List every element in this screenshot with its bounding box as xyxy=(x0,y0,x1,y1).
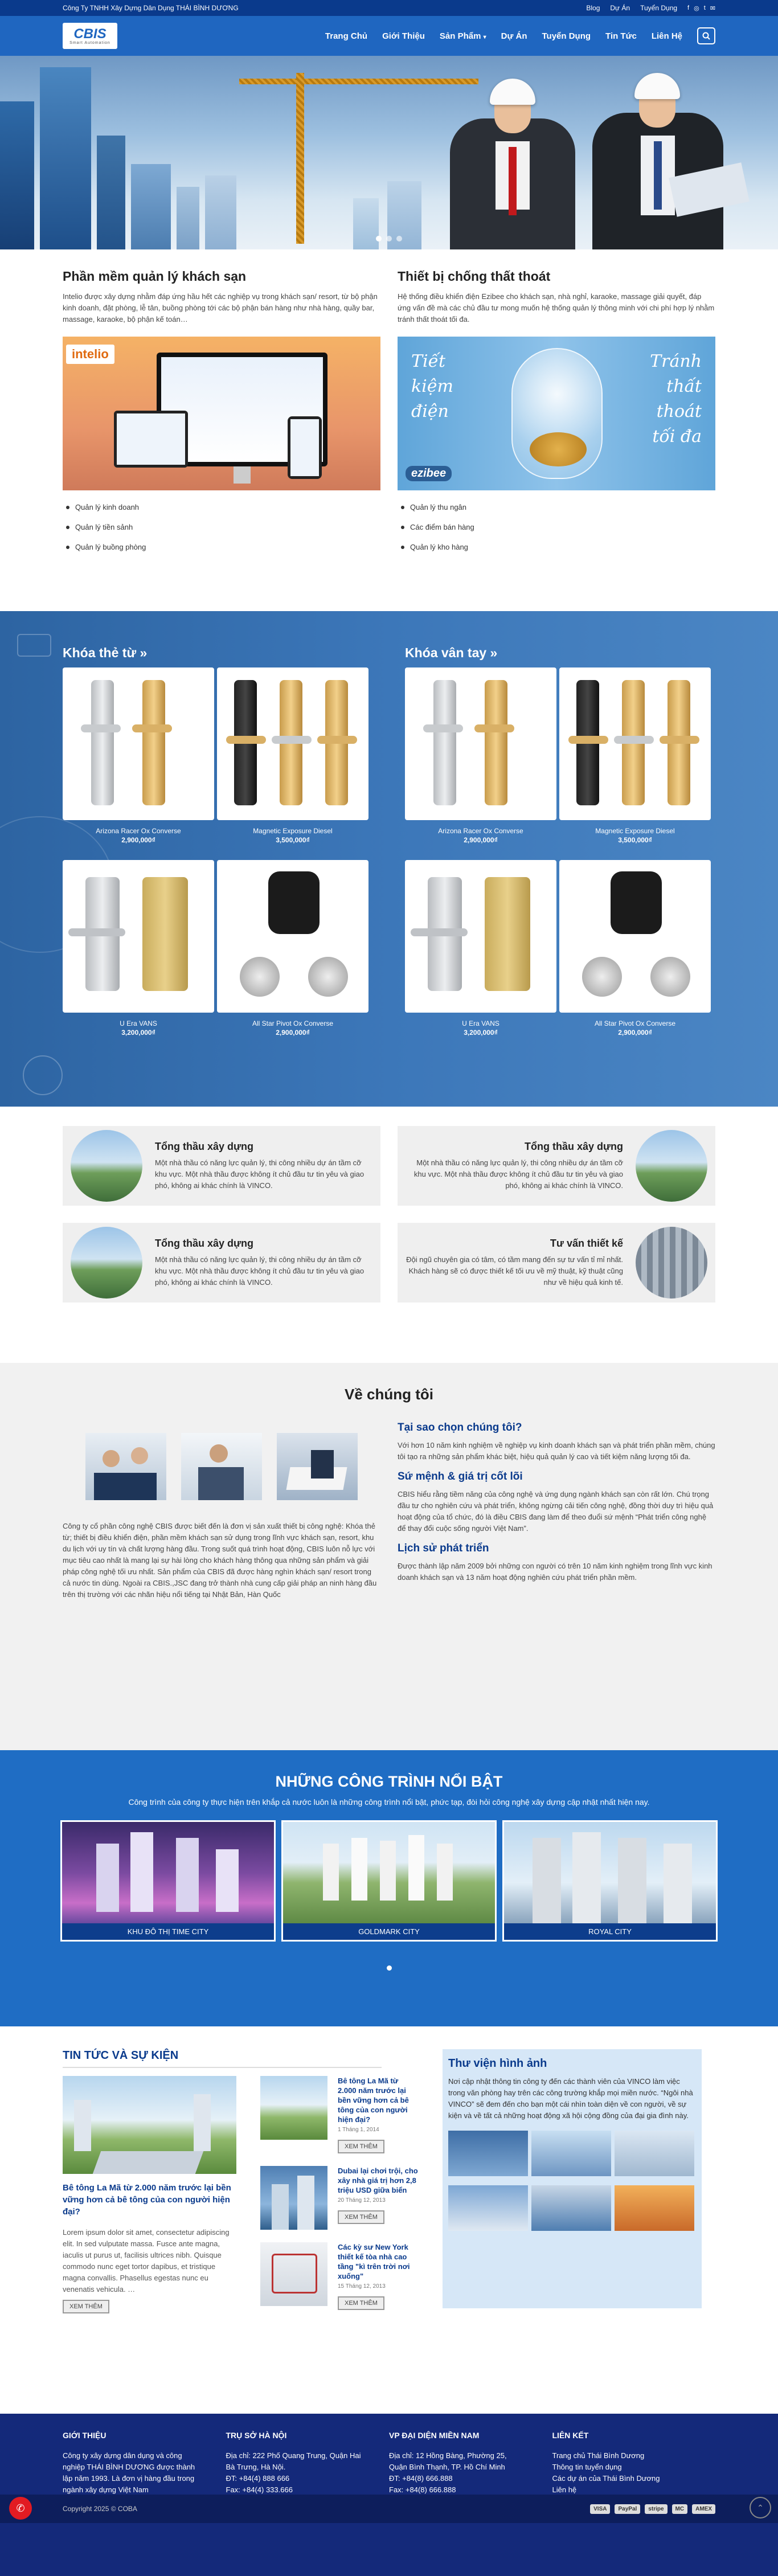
footer-link[interactable]: Thông tin tuyển dụng xyxy=(552,2463,622,2471)
product-image[interactable] xyxy=(217,860,368,1013)
project-caption[interactable]: GOLDMARK CITY xyxy=(283,1923,495,1940)
service-text: Một nhà thầu có năng lực quản lý, thi công nhiều dự án tầm cỡ khu vực. Một nhà thầu được không ít chủ đầu tư tin yêu và giao phó, không ai khác chính là VINCO. xyxy=(155,1158,365,1190)
instagram-icon[interactable]: ◎ xyxy=(694,5,699,12)
top-bar xyxy=(0,0,778,16)
nav-home[interactable]: Trang Chủ xyxy=(325,31,368,41)
news-item-date: 20 Tháng 12, 2013 xyxy=(338,2197,386,2204)
news-title: TIN TỨC VÀ SỰ KIỆN xyxy=(63,2049,382,2068)
product-card[interactable] xyxy=(217,860,368,1048)
topbar-link-projects[interactable]: Dự Án xyxy=(610,4,630,12)
nav-projects[interactable]: Dự Án xyxy=(501,31,527,41)
about-photos xyxy=(63,1433,380,1500)
slogan-right: Tránh thất thoát tối đa xyxy=(650,351,702,447)
about-block-title: Lịch sử phát triển xyxy=(398,1542,489,1554)
product-card[interactable] xyxy=(63,667,214,855)
service-text: Đội ngũ chuyên gia có tâm, có tầm mang đến sự tư vấn tỉ mỉ nhất. Khách hàng sẽ có được thiết kế tối ưu về mỹ thuật, kỹ thuật cũng như về hiệu quả kinh tế. xyxy=(406,1255,623,1287)
nav-careers[interactable]: Tuyển Dụng xyxy=(542,31,591,41)
service-box[interactable] xyxy=(63,1126,380,1206)
team-photo xyxy=(85,1433,166,1500)
product-card[interactable] xyxy=(405,860,556,1048)
hero-dot[interactable] xyxy=(396,236,402,241)
project-image xyxy=(283,1822,495,1923)
gallery-box xyxy=(443,2049,702,2308)
hero-dot[interactable] xyxy=(386,236,392,241)
service-image xyxy=(71,1130,142,1202)
footer-text: Địa chỉ: 222 Phố Quang Trung, Quận Hai Bà Trưng, Hà Nội. xyxy=(226,2451,361,2471)
footer-col-title: GIỚI THIỆU xyxy=(63,2431,107,2440)
project-dot[interactable] xyxy=(387,1965,392,1971)
news-item-image[interactable] xyxy=(260,2166,327,2230)
product-name[interactable]: U Era VANS xyxy=(120,1019,157,1027)
footer-text: Địa chỉ: 12 Hồng Bàng, Phường 25, Quận Bình Thạnh, TP. Hồ Chí Minh xyxy=(389,2451,507,2471)
news-item-image[interactable] xyxy=(260,2076,327,2140)
news-main-title[interactable]: Bê tông La Mã từ 2.000 năm trước lại bền vững hơn cả bê tông của con người hiện đại? xyxy=(63,2183,231,2217)
gallery-title: Thư viện hình ảnh xyxy=(448,2057,547,2070)
search-icon xyxy=(702,32,710,40)
service-text: Một nhà thầu có năng lực quản lý, thi công nhiều dự án tầm cỡ khu vực. Một nhà thầu được không ít chủ đầu tư tin yêu và giao phó, không ai khác chính là VINCO. xyxy=(155,1255,365,1287)
email-icon[interactable]: ✉ xyxy=(710,5,715,12)
gallery-thumb[interactable] xyxy=(615,2185,694,2231)
phone-icon[interactable]: ✆ xyxy=(9,2497,32,2520)
product-name[interactable]: All Star Pivot Ox Converse xyxy=(252,1019,334,1027)
nav-products[interactable]: Sản Phẩm ▾ xyxy=(439,31,486,41)
news-main xyxy=(63,2076,236,2323)
gallery-grid xyxy=(448,2131,696,2231)
gallery-thumb[interactable] xyxy=(448,2131,528,2176)
news-item-date: 1 Tháng 1, 2014 xyxy=(338,2127,379,2133)
visa-icon: VISA xyxy=(590,2504,610,2514)
list-item: Quản lý tiền sảnh xyxy=(63,517,380,537)
project-image xyxy=(62,1822,274,1923)
products-section xyxy=(0,249,778,611)
footer-col-title: LIÊN KẾT xyxy=(552,2431,589,2440)
header xyxy=(0,16,778,56)
footer-text: Fax: +84(8) 666.888 xyxy=(389,2485,456,2494)
facebook-icon[interactable]: f xyxy=(687,4,690,11)
product-price: 2,900,000₫ xyxy=(121,836,155,844)
news-section xyxy=(0,2026,778,2414)
product-name[interactable]: Magnetic Exposure Diesel xyxy=(595,827,675,835)
footer-col-title: VP ĐẠI DIỆN MIỀN NAM xyxy=(389,2431,480,2440)
gallery-thumb[interactable] xyxy=(531,2185,611,2231)
list-item: Các điểm bán hàng xyxy=(398,517,715,537)
service-image xyxy=(636,1130,707,1202)
hotel-software-column xyxy=(63,269,380,557)
locks-section xyxy=(0,611,778,1107)
category-title[interactable]: Khóa vân tay » xyxy=(405,645,498,660)
news-side-list xyxy=(260,2076,419,2323)
nav-contact[interactable]: Liên Hệ xyxy=(651,31,682,41)
footer-text: ĐT: +84(4) 888 666 xyxy=(226,2474,290,2483)
gallery-thumb[interactable] xyxy=(448,2185,528,2231)
gallery-thumb[interactable] xyxy=(531,2131,611,2176)
intelio-logo: intelio xyxy=(66,345,114,364)
product-image[interactable] xyxy=(405,667,556,820)
twitter-icon[interactable]: t xyxy=(703,4,706,11)
footer-link[interactable]: Liên hệ xyxy=(552,2485,577,2494)
paypal-icon: PayPal xyxy=(615,2504,640,2514)
mastercard-icon: MC xyxy=(672,2504,688,2514)
copyright-bar xyxy=(0,2495,778,2523)
product-image[interactable] xyxy=(217,667,368,820)
news-item-title[interactable]: Dubai lại chơi trội, cho xây nhà giá trị hơn 2,8 triệu USD giữa biển xyxy=(338,2167,418,2194)
service-box[interactable] xyxy=(398,1126,715,1206)
list-item: Quản lý buồng phòng xyxy=(63,537,380,557)
section-desc: Intelio được xây dựng nhằm đáp ứng hầu hết các nghiệp vụ trong khách sạn/ resort, từ bộ phận kinh doanh, đặt phòng, lễ tân, buồng phòng tới các bộ phận bán hàng như nhà hàng, quầy bar, massage, karaoke, bộ phận kế toán… xyxy=(63,292,378,323)
copyright-text: Copyright 2025 © COBA xyxy=(63,2505,137,2513)
search-button[interactable] xyxy=(697,27,715,44)
product-price: 2,900,000₫ xyxy=(618,1029,652,1037)
product-name[interactable]: U Era VANS xyxy=(462,1019,499,1027)
feature-list xyxy=(63,497,380,557)
amex-icon: AMEX xyxy=(692,2504,715,2514)
gallery-text: Nơi cập nhật thông tin công ty đến các thành viên của VINCO làm việc trong văn phòng hay trên các công trường khắp mọi miền nước. “Ngôi nhà VINCO” sẽ đem đến cho bạn một cái nhìn toàn diện về con người, về sự kiện và về tất cả những hoạt động xã hội cộng đồng của đại gia đình này. xyxy=(448,2077,693,2120)
payment-icons xyxy=(590,2504,715,2514)
section-title[interactable]: Phần mềm quản lý khách sạn xyxy=(63,269,247,284)
team-photo xyxy=(277,1433,358,1500)
about-block-title: Sứ mệnh & giá trị cốt lõi xyxy=(398,1471,523,1482)
service-text: Một nhà thầu có năng lực quản lý, thi công nhiều dự án tầm cỡ khu vực. Một nhà thầu được không ít chủ đầu tư tin yêu và giao phó, không ai khác chính là VINCO. xyxy=(413,1158,623,1190)
product-image[interactable] xyxy=(559,860,711,1013)
feature-list xyxy=(398,497,715,557)
service-image xyxy=(636,1227,707,1299)
ezibee-logo: ezibee xyxy=(406,466,452,481)
news-item-title[interactable]: Bê tông La Mã từ 2.000 năm trước lại bền vững hơn cả bê tông của con người hiện đại? xyxy=(338,2077,409,2124)
news-item[interactable] xyxy=(260,2076,419,2153)
service-title[interactable]: Tổng thầu xây dựng xyxy=(155,1140,254,1152)
logo[interactable]: CBIS Smart Automation xyxy=(63,23,117,49)
footer-text: ĐT: +84(8) 666.888 xyxy=(389,2474,453,2483)
about-block-text: CBIS hiểu rằng tiềm năng của công nghệ và ứng dụng ngành khách sạn còn rất lớn. Chú trọng đầu tư cho nghiên cứu và phát triển, không ngừng cải tiến công nghệ, đồng thời duy trì hiệu quả hoạt động của tổ chức, đó là điều CBIS đang làm để theo đuổi sứ mệnh “Phát triển công nghệ để thay đổi cuộc sống người Việt Nam”. xyxy=(398,1490,714,1533)
slogan-left: Tiết kiệm điện xyxy=(411,351,453,421)
product-name[interactable]: Arizona Racer Ox Converse xyxy=(96,827,181,835)
section-desc: Hệ thống điều khiển điện Ezibee cho khách sạn, nhà nghỉ, karaoke, massage giải quyết, đáp ứng vấn đề mà các chủ đầu tư mong muốn hệ thống quản lý thông minh với chi phí hợp lý nhằm tránh thất thoát tối đa. xyxy=(398,292,715,323)
about-block-title: Tại sao chọn chúng tôi? xyxy=(398,1422,522,1434)
topbar-link-careers[interactable]: Tuyển Dụng xyxy=(640,4,678,12)
product-price: 2,900,000₫ xyxy=(464,836,498,844)
ezibee-image[interactable] xyxy=(398,337,715,490)
chevron-down-icon: ▾ xyxy=(483,34,486,40)
hero-slider[interactable] xyxy=(0,56,778,249)
about-block-text: Với hơn 10 năm kinh nghiệm về nghiệp vụ kinh doanh khách sạn và phát triển phần mềm, chúng tôi tạo ra những sản phẩm khác biệt, hiệu quả quản lý cao và tiết kiệm năng lượng tối đa. xyxy=(398,1441,715,1461)
lightbulb xyxy=(511,348,603,479)
product-name[interactable]: All Star Pivot Ox Converse xyxy=(594,1019,676,1027)
project-image xyxy=(504,1822,716,1923)
hero-dots xyxy=(376,236,402,241)
section-title[interactable]: Thiết bị chống thất thoát xyxy=(398,269,551,284)
read-more-button[interactable]: XEM THÊM xyxy=(63,2300,109,2313)
read-more-button[interactable]: XEM THÊM xyxy=(338,2296,384,2310)
footer-link[interactable]: Trang chủ Thái Bình Dương xyxy=(552,2451,645,2460)
product-image[interactable] xyxy=(405,860,556,1013)
about-section xyxy=(0,1363,778,1750)
service-title[interactable]: Tư vấn thiết kế xyxy=(550,1237,623,1249)
projects-title: NHỮNG CÔNG TRÌNH NỔI BẬT xyxy=(275,1773,503,1790)
projects-dots xyxy=(0,1965,778,1971)
product-image[interactable] xyxy=(63,667,214,820)
hero-dot[interactable] xyxy=(376,236,382,241)
category-title[interactable]: Khóa thẻ từ » xyxy=(63,645,148,660)
news-item-date: 15 Tháng 12, 2013 xyxy=(338,2283,386,2290)
stripe-icon: stripe xyxy=(645,2504,667,2514)
anti-loss-column xyxy=(398,269,715,557)
product-image[interactable] xyxy=(559,667,711,820)
footer-text: Fax: +84(4) 333.666 xyxy=(226,2485,293,2494)
product-price: 3,500,000₫ xyxy=(276,836,310,844)
product-card[interactable] xyxy=(217,667,368,855)
product-card[interactable] xyxy=(559,667,711,855)
read-more-button[interactable]: XEM THÊM xyxy=(338,2140,384,2153)
product-price: 3,200,000₫ xyxy=(121,1029,155,1037)
projects-section xyxy=(0,1750,778,2026)
product-name[interactable]: Magnetic Exposure Diesel xyxy=(253,827,333,835)
news-item[interactable] xyxy=(260,2166,419,2230)
about-title: Về chúng tôi xyxy=(345,1386,433,1403)
service-box[interactable] xyxy=(63,1223,380,1303)
product-name[interactable]: Arizona Racer Ox Converse xyxy=(438,827,523,835)
services-section xyxy=(0,1107,778,1363)
back-to-top-icon[interactable]: ⌃ xyxy=(750,2497,771,2518)
fingerprint-locks-column xyxy=(405,645,715,1048)
news-main-text: Lorem ipsum dolor sit amet, consectetur adipiscing elit. In sed vulputate massa. Fusce ante magna, iaculis ut purus ut, facilisis ultrices nibh. Quisque commodo nunc eget tortor dapibus, et tristique magna convallis. Phasellus egestas nunc eu venenatis vehicula. … xyxy=(63,2228,230,2294)
project-card[interactable] xyxy=(60,1820,276,1942)
intelio-image[interactable] xyxy=(63,337,380,490)
product-price: 2,900,000₫ xyxy=(276,1029,310,1037)
product-price: 3,200,000₫ xyxy=(464,1029,498,1037)
nav-news[interactable]: Tin Tức xyxy=(605,31,637,41)
list-item: Quản lý kinh doanh xyxy=(63,497,380,517)
read-more-button[interactable]: XEM THÊM xyxy=(338,2210,384,2224)
project-caption[interactable]: ROYAL CITY xyxy=(504,1923,716,1940)
product-card[interactable] xyxy=(559,860,711,1048)
footer-text: Công ty xây dựng dân dụng và công nghiệp THÁI BÌNH DƯƠNG được thành lập năm 1993. Là đơn vị hàng đầu trong ngành xây dựng Việt Nam xyxy=(63,2451,195,2494)
news-item-title[interactable]: Các kỳ sư New York thiết kế tòa nhà cao tầng "kì trên trời nơi xuống" xyxy=(338,2243,410,2280)
service-image xyxy=(71,1227,142,1299)
product-card[interactable] xyxy=(405,667,556,855)
project-caption[interactable]: KHU ĐÔ THỊ TIME CITY xyxy=(62,1923,274,1940)
projects-subtitle: Công trình của công ty thực hiện trên khắp cả nước luôn là những công trình nổi bật, phức tạp, đòi hỏi công nghệ xây dựng cập nhật nhất hiện nay. xyxy=(128,1797,650,1807)
footer-col-title: TRỤ SỞ HÀ NỘI xyxy=(226,2431,287,2440)
team-photo xyxy=(181,1433,262,1500)
gallery-thumb[interactable] xyxy=(615,2131,694,2176)
service-box[interactable] xyxy=(398,1223,715,1303)
service-title[interactable]: Tổng thầu xây dựng xyxy=(524,1140,623,1152)
service-title[interactable]: Tổng thầu xây dựng xyxy=(155,1237,254,1249)
nav-about[interactable]: Giới Thiệu xyxy=(382,31,425,41)
list-item: Quản lý kho hàng xyxy=(398,537,715,557)
product-card[interactable] xyxy=(63,860,214,1048)
crane-jib xyxy=(239,79,478,84)
project-card[interactable] xyxy=(502,1820,718,1942)
news-item[interactable] xyxy=(260,2242,419,2310)
topbar-link-blog[interactable]: Blog xyxy=(586,4,600,12)
card-locks-column xyxy=(63,645,373,1048)
company-name: Công Ty TNHH Xây Dựng Dân Dụng THÁI BÌNH DƯƠNG xyxy=(63,4,239,12)
about-text: Công ty cổ phần công nghệ CBIS được biết đến là đơn vị sản xuất thiết bị công nghệ: Khóa thẻ từ; thiết bị điều khiển điện, phần mềm khách sạn sử dụng trong lĩnh vực khách sạn, resort, khu du lịch với uy tín và chất lượng hàng đầu. Trong suốt quá trình hoạt động, CBIS luôn nỗ lực với mục tiêu cao nhất là mang lại sự hài lòng cho khách hàng thông qua những sản phẩm và giải pháp công nghệ tối ưu nhất. Sản phẩm của CBIS đã được hàng nghìn khách sạn/ resort trong cả nước tin dùng. Ngoài ra CBIS.,JSC đang trở thành nhà cung cấp giải pháp an ninh hàng đầu trên thị trường với các nhãn hiệu nổi tiếng tại Nhật Bản, Hàn Quốc xyxy=(63,1522,377,1599)
main-nav xyxy=(325,27,715,44)
about-block-text: Được thành lập năm 2009 bởi những con người có trên 10 năm kinh nghiệm trong lĩnh vực kinh doanh khách sạn và 13 năm hoạt động nghiên cứu phát triển phần mềm. xyxy=(398,1562,713,1582)
product-image[interactable] xyxy=(63,860,214,1013)
crane-tower xyxy=(296,73,304,244)
project-card[interactable] xyxy=(281,1820,497,1942)
list-item: Quản lý thu ngân xyxy=(398,497,715,517)
product-price: 3,500,000₫ xyxy=(618,836,652,844)
news-main-image[interactable] xyxy=(63,2076,236,2174)
footer-link[interactable]: Các dự án của Thái Bình Dương xyxy=(552,2474,660,2483)
news-item-image[interactable] xyxy=(260,2242,327,2306)
